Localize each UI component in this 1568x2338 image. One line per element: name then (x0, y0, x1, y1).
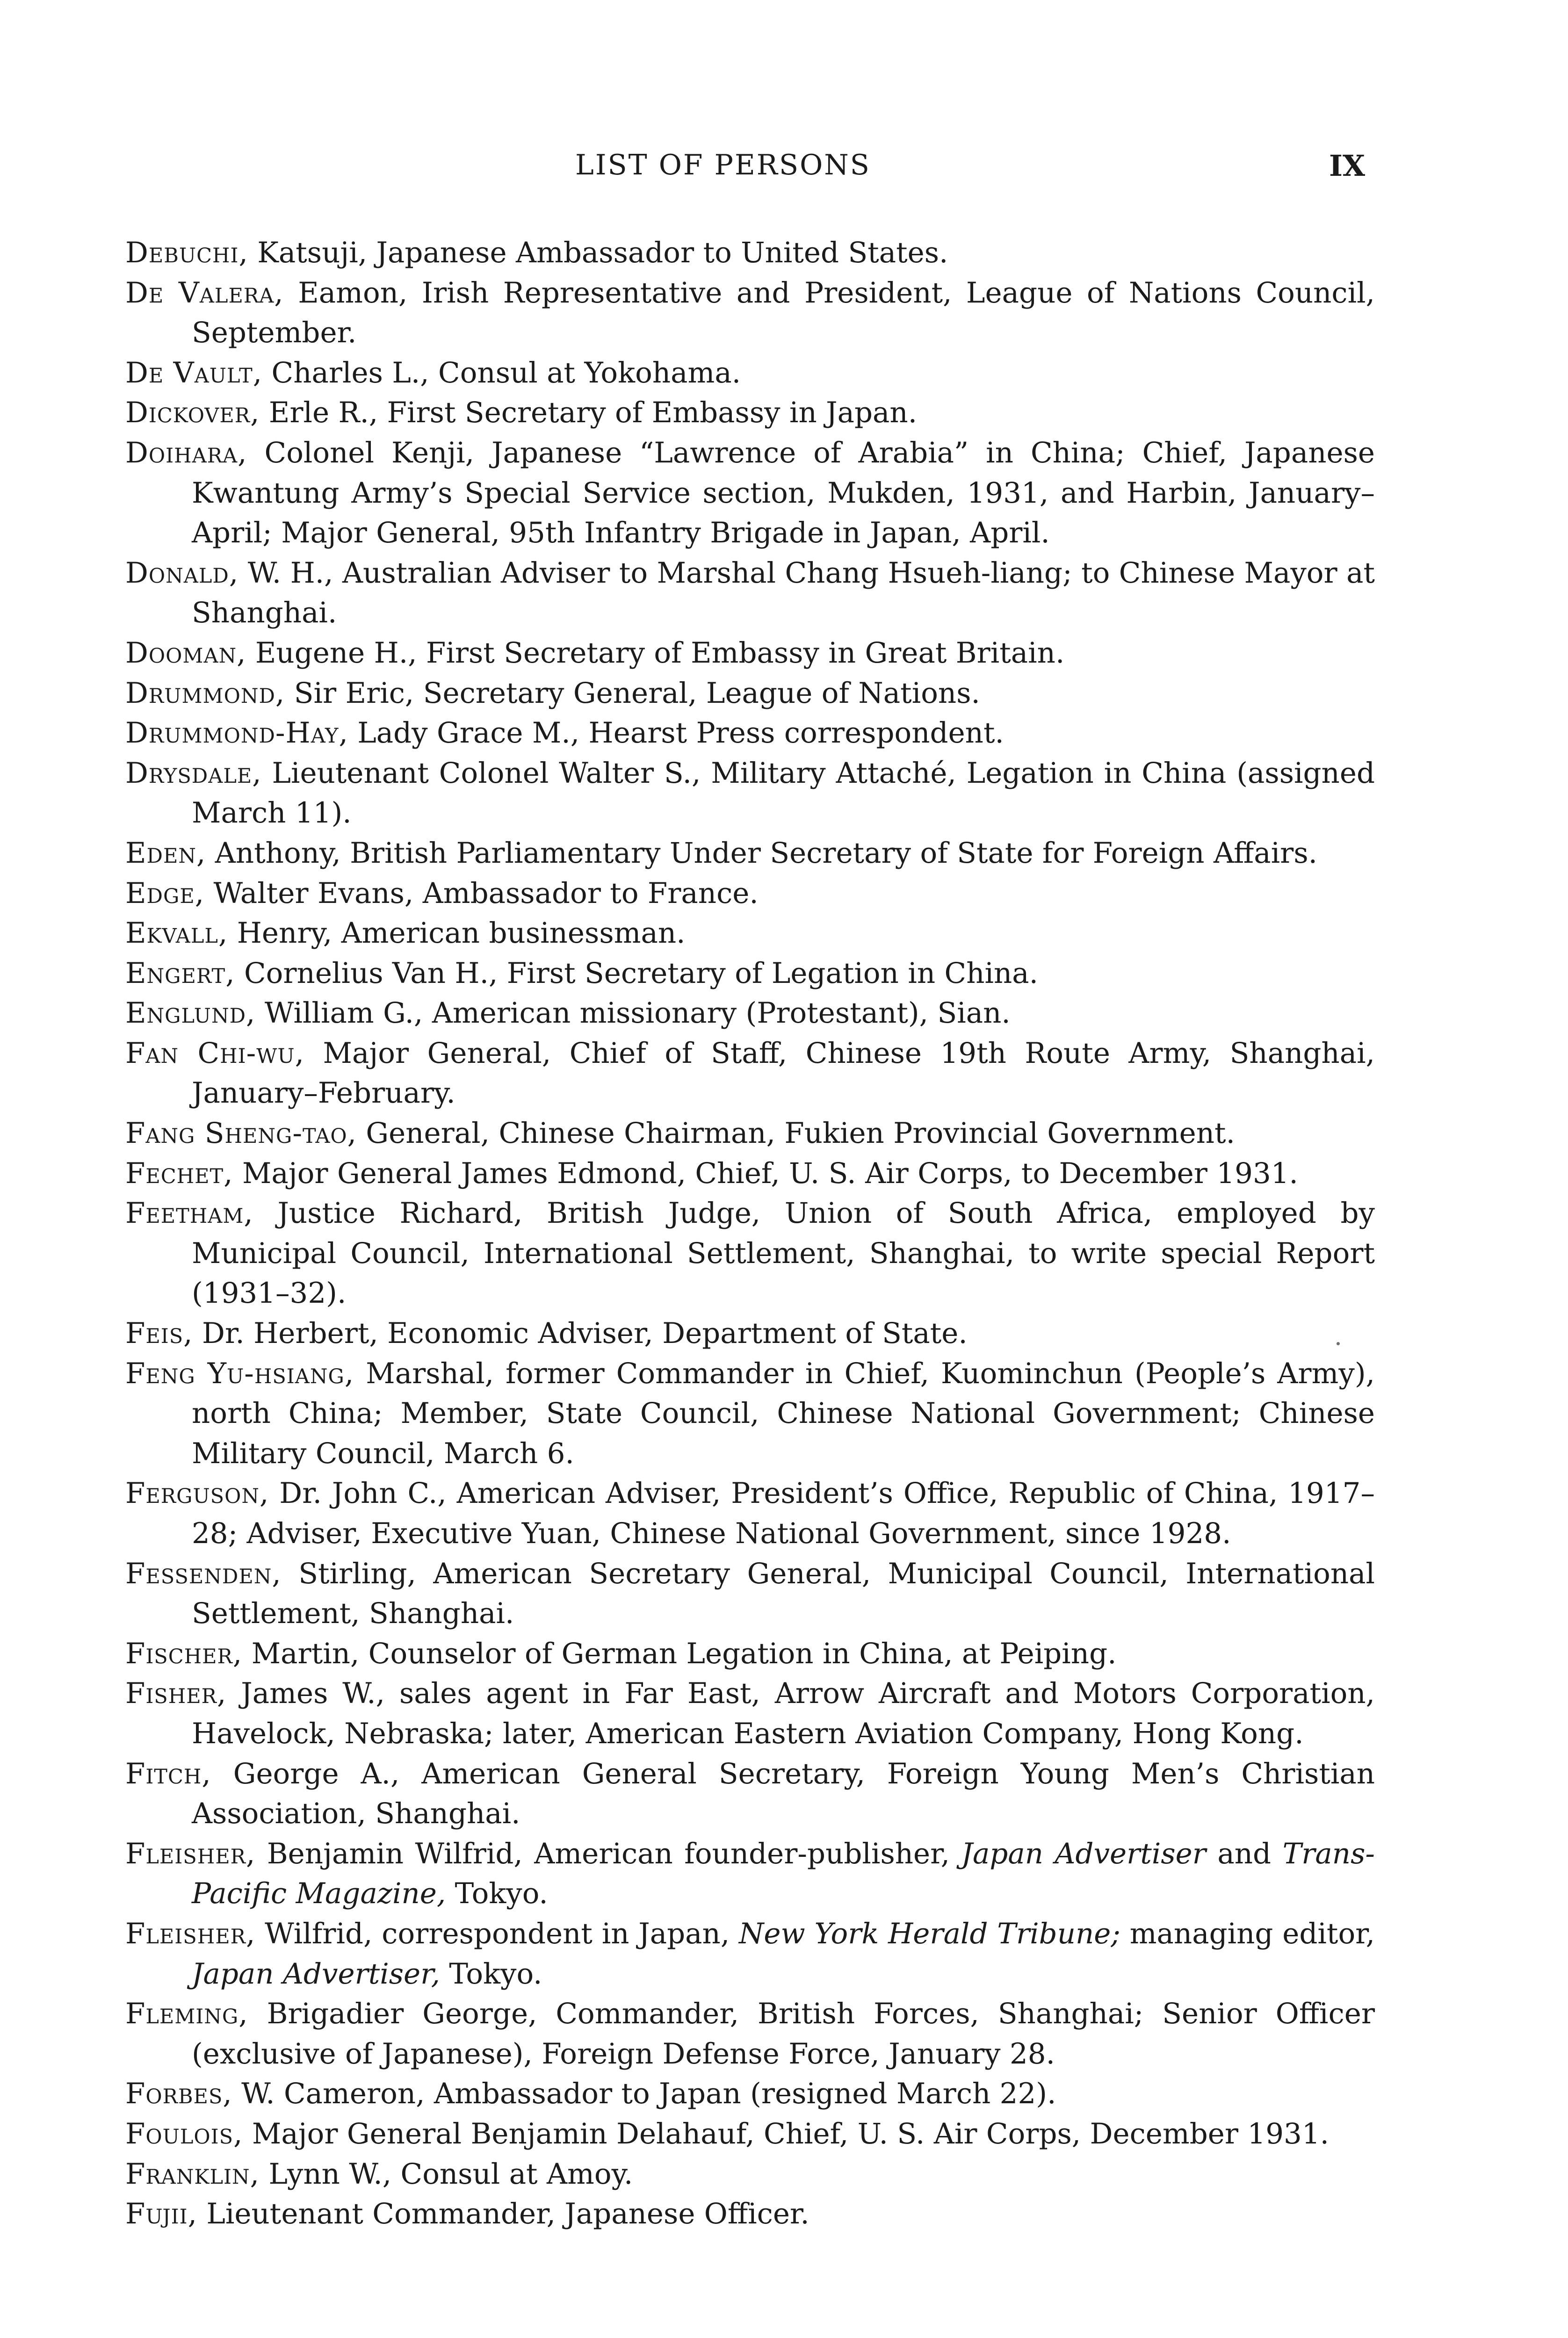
person-surname: Engert, (125, 956, 235, 990)
person-description: Cornelius Van H., First Secretary of Legation in China. (235, 956, 1039, 990)
person-surname: Drummond, (125, 676, 285, 710)
person-entry (125, 433, 1375, 553)
person-description: General, Chinese Chairman, Fukien Provincial Government. (357, 1117, 1235, 1150)
person-entry (125, 1033, 1375, 1113)
person-description: Martin, Counselor of German Legation in China, at Peiping. (242, 1637, 1117, 1670)
person-description: Katsuji, Japanese Ambassador to United States. (248, 236, 948, 269)
publication-title: New York Herald Tribune; (739, 1917, 1120, 1950)
publication-title: Japan Advertiser, (192, 1957, 441, 1991)
person-entry (125, 393, 1375, 433)
person-description: Tokyo. (446, 1877, 548, 1911)
person-entry (125, 993, 1375, 1033)
person-description: Brigadier George, Commander, British Forces, Shanghai; Senior Officer (exclusive of Japanese), Foreign Defense Force, January 28. (192, 1997, 1375, 2071)
person-surname: Dickover, (125, 396, 260, 430)
person-description: Dr. Herbert, Economic Adviser, Department of State. (193, 1317, 968, 1350)
running-head (0, 149, 1568, 186)
person-surname: Dooman, (125, 636, 246, 670)
person-description: James W., sales agent in Far East, Arrow Aircraft and Motors Corporation, Havelock, Nebraska; later, American Eastern Aviation Company, Hong Kong. (192, 1677, 1375, 1750)
person-entry (125, 833, 1375, 873)
person-description: Charles L., Consul at Yokohama. (262, 356, 741, 390)
person-entry (125, 673, 1375, 714)
person-entry (125, 1473, 1375, 1553)
person-surname: Donald, (125, 556, 239, 590)
person-description: Eamon, Irish Representative and President, League of Nations Council, September. (192, 276, 1375, 350)
person-entry (125, 553, 1375, 633)
person-entry (125, 2114, 1375, 2154)
person-entry (125, 233, 1375, 273)
person-entry (125, 1193, 1375, 1313)
person-surname: Fechet, (125, 1156, 233, 1190)
person-entry (125, 1834, 1375, 1914)
person-surname: Fleming, (125, 1997, 248, 2031)
person-entry (125, 2154, 1375, 2194)
person-description: Colonel Kenji, Japanese “Lawrence of Arabia” in China; Chief, Japanese Kwantung Army’s Special Service section, Mukden, 1931, and Harbin, January–April; Major General, 95th Infantry Brigade in Japan, April. (192, 436, 1375, 550)
person-description: and (1206, 1837, 1283, 1870)
person-entry (125, 1113, 1375, 1154)
person-description: W. Cameron, Ambassador to Japan (resigned March 22). (232, 2077, 1056, 2111)
person-surname: Drysdale, (125, 756, 262, 790)
person-description: William G., American missionary (Protestant), Sian. (255, 996, 1011, 1030)
person-entry (125, 913, 1375, 953)
person-description: Wilfrid, correspondent in Japan, (255, 1917, 739, 1950)
person-surname: Fleisher, (125, 1837, 256, 1870)
person-entry (125, 953, 1375, 994)
person-description: Marshal, former Commander in Chief, Kuominchun (People’s Army), north China; Member, State Council, Chinese National Government; Chinese Military Council, March 6. (192, 1357, 1375, 1470)
person-description: George A., American General Secretary, Foreign Young Men’s Christian Association, Shanghai. (192, 1757, 1375, 1831)
person-description: Stirling, American Secretary General, Municipal Council, International Settlement, Shanghai. (192, 1557, 1375, 1631)
person-description: Erle R., First Secretary of Embassy in Japan. (260, 396, 918, 430)
person-description: Anthony, British Parliamentary Under Secretary of State for Foreign Affairs. (206, 836, 1318, 870)
person-surname: Eden, (125, 836, 206, 870)
running-title: LIST OF PERSONS (575, 149, 871, 181)
person-surname: Edge, (125, 876, 205, 910)
persons-list (125, 233, 1375, 2234)
person-surname: Feng Yu-hsiang, (125, 1357, 354, 1390)
person-surname: Feis, (125, 1317, 193, 1350)
person-entry (125, 2194, 1375, 2234)
person-entry (125, 1754, 1375, 1834)
person-description: Lynn W., Consul at Amoy. (260, 2157, 633, 2191)
publication-title: Trans-Pacific Magazine, (192, 1837, 1375, 1911)
person-surname: Fan Chi-wu, (125, 1036, 305, 1070)
person-surname: Fujii, (125, 2197, 198, 2231)
person-surname: Doihara, (125, 436, 247, 469)
person-description: Henry, American businessman. (228, 916, 686, 950)
person-surname: Forbes, (125, 2077, 232, 2111)
person-description: Lieutenant Colonel Walter S., Military Attaché, Legation in China (assigned March 11). (192, 756, 1375, 830)
person-entry (125, 2074, 1375, 2114)
person-entry (125, 1354, 1375, 1474)
person-description: W. H., Australian Adviser to Marshal Chang Hsueh-liang; to Chinese Mayor at Shanghai. (192, 556, 1375, 630)
scan-speck (1337, 1342, 1340, 1345)
person-surname: Englund, (125, 996, 256, 1030)
person-description: Major General Benjamin Delahauf, Chief, U. S. Air Corps, December 1931. (243, 2117, 1330, 2150)
person-surname: Feetham, (125, 1197, 253, 1230)
person-surname: Drummond-Hay, (125, 716, 348, 750)
person-surname: Debuchi, (125, 236, 248, 269)
person-surname: De Vault, (125, 356, 263, 390)
person-description: Major General James Edmond, Chief, U. S. Air Corps, to December 1931. (233, 1156, 1298, 1190)
person-description: managing editor, (1120, 1917, 1375, 1950)
person-entry (125, 873, 1375, 914)
page-number: IX (1329, 149, 1366, 183)
person-entry (125, 753, 1375, 833)
person-entry (125, 1914, 1375, 1994)
person-surname: Fitch, (125, 1757, 211, 1790)
person-surname: Fisher, (125, 1677, 227, 1710)
person-entry (125, 1554, 1375, 1634)
person-description: Lady Grace M., Hearst Press correspondent. (348, 716, 1004, 750)
person-description: Walter Evans, Ambassador to France. (204, 876, 759, 910)
person-entry (125, 1674, 1375, 1754)
person-entry (125, 353, 1375, 393)
person-entry (125, 273, 1375, 353)
person-entry (125, 713, 1375, 753)
person-entry (125, 1313, 1375, 1354)
person-description: Major General, Chief of Staff, Chinese 19th Route Army, Shanghai, January–February. (192, 1036, 1375, 1110)
person-surname: Fessenden, (125, 1557, 282, 1590)
person-description: Dr. John C., American Adviser, President’s Office, Republic of China, 1917–28; Adviser, Executive Yuan, Chinese National Government, since 1928. (192, 1477, 1375, 1550)
person-entry (125, 1634, 1375, 1674)
person-description: Sir Eric, Secretary General, League of Nations. (285, 676, 980, 710)
person-description: Tokyo. (440, 1957, 542, 1991)
person-surname: Ekvall, (125, 916, 228, 950)
person-surname: Franklin, (125, 2157, 260, 2191)
person-description: Eugene H., First Secretary of Embassy in Great Britain. (246, 636, 1065, 670)
person-description: Justice Richard, British Judge, Union of South Africa, employed by Municipal Council, International Settlement, Shanghai, to write special Report (1931–32). (192, 1197, 1375, 1310)
person-surname: Fischer, (125, 1637, 243, 1670)
person-description: Benjamin Wilfrid, American founder-publisher, (255, 1837, 961, 1870)
person-entry (125, 1994, 1375, 2074)
person-surname: De Valera, (125, 276, 284, 310)
person-surname: Ferguson, (125, 1477, 269, 1510)
person-description: Lieutenant Commander, Japanese Officer. (197, 2197, 809, 2231)
person-entry (125, 633, 1375, 673)
person-surname: Foulois, (125, 2117, 243, 2150)
person-surname: Fleisher, (125, 1917, 256, 1950)
person-surname: Fang Sheng-tao, (125, 1117, 357, 1150)
publication-title: Japan Advertiser (961, 1837, 1206, 1870)
person-entry (125, 1154, 1375, 1194)
